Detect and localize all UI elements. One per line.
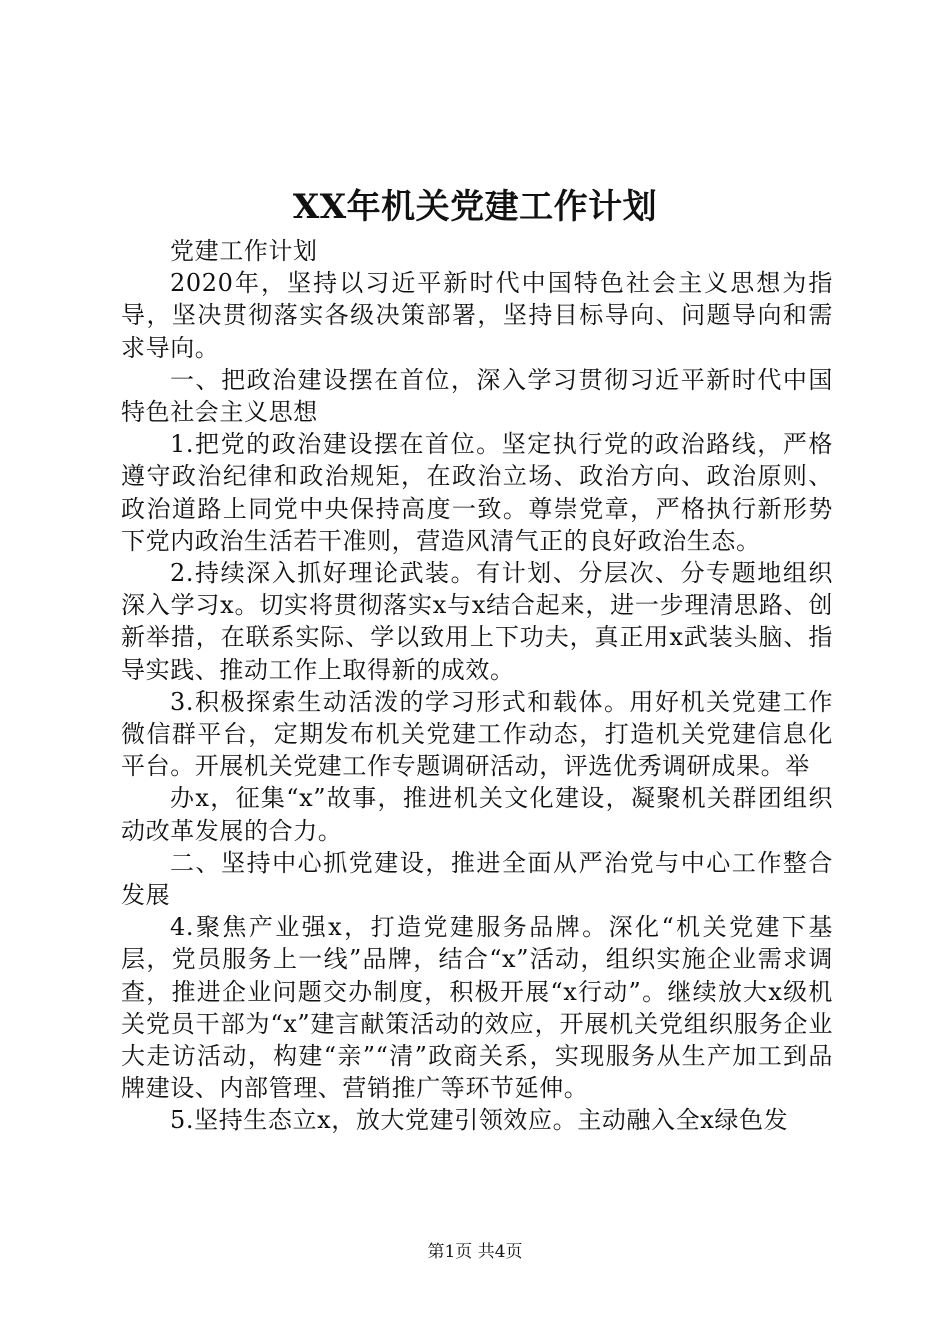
paragraph-item-3: 3.积极探索生动活泼的学习形式和载体。用好机关党建工作微信群平台，定期发布机关党建工作动态，打造机关党建信息化平台。开展机关党建工作专题调研活动，评选优秀调研成果。举 [121,687,833,781]
paragraph-item-3-continued: 办x，征集“x”故事，推进机关文化建设，凝聚机关群团组织动改革发展的合力。 [121,784,833,845]
paragraph-item-1: 1.把党的政治建设摆在首位。坚定执行党的政治路线，严格遵守政治纪律和政治规矩，在政治立场、政治方向、政治原则、政治道路上同党中央保持高度一致。尊崇党章，严格执行新形势下党内政治生活若干准则，营造风清气正的良好政治生态。 [121,430,833,555]
paragraph-item-4: 4.聚焦产业强x，打造党建服务品牌。深化“机关党建下基层，党员服务上一线”品牌，结合“x”活动，组织实施企业需求调查，推进企业问题交办制度，积极开展“x行动”。继续放大x级机关党员干部为“x”建言献策活动的效应，开展机关党组织服务企业大走访活动，构建“亲”“清”政商关系，实现服务从生产加工到品牌建设、内部管理、营销推广等环节延伸。 [121,913,833,1103]
paragraph-item-5: 5.坚持生态立x，放大党建引领效应。主动融入全x绿色发 [170,1106,789,1135]
page-title: XX年机关党建工作计划 [292,187,658,227]
section-heading-2: 二、坚持中心抓党建设，推进全面从严治党与中心工作整合发展 [121,848,833,910]
paragraph-intro: 2020年，坚持以习近平新时代中国特色社会主义思想为指导，坚决贯彻落实各级决策部署，坚持目标导向、问题导向和需求导向。 [121,269,833,362]
paragraph-heading: 党建工作计划 [170,237,318,265]
document-body [121,235,833,1137]
page-footer: 第1页 共4页 [427,1242,523,1262]
section-heading-1: 一、把政治建设摆在首位，深入学习贯彻习近平新时代中国特色社会主义思想 [121,365,833,427]
paragraph-item-2: 2.持续深入抓好理论武装。有计划、分层次、分专题地组织深入学习x。切实将贯彻落实x与x结合起来，进一步理清思路、创新举措，在联系实际、学以致用上下功夫，真正用x武装头脑、指导实践、推动工作上取得新的成效。 [121,559,833,684]
